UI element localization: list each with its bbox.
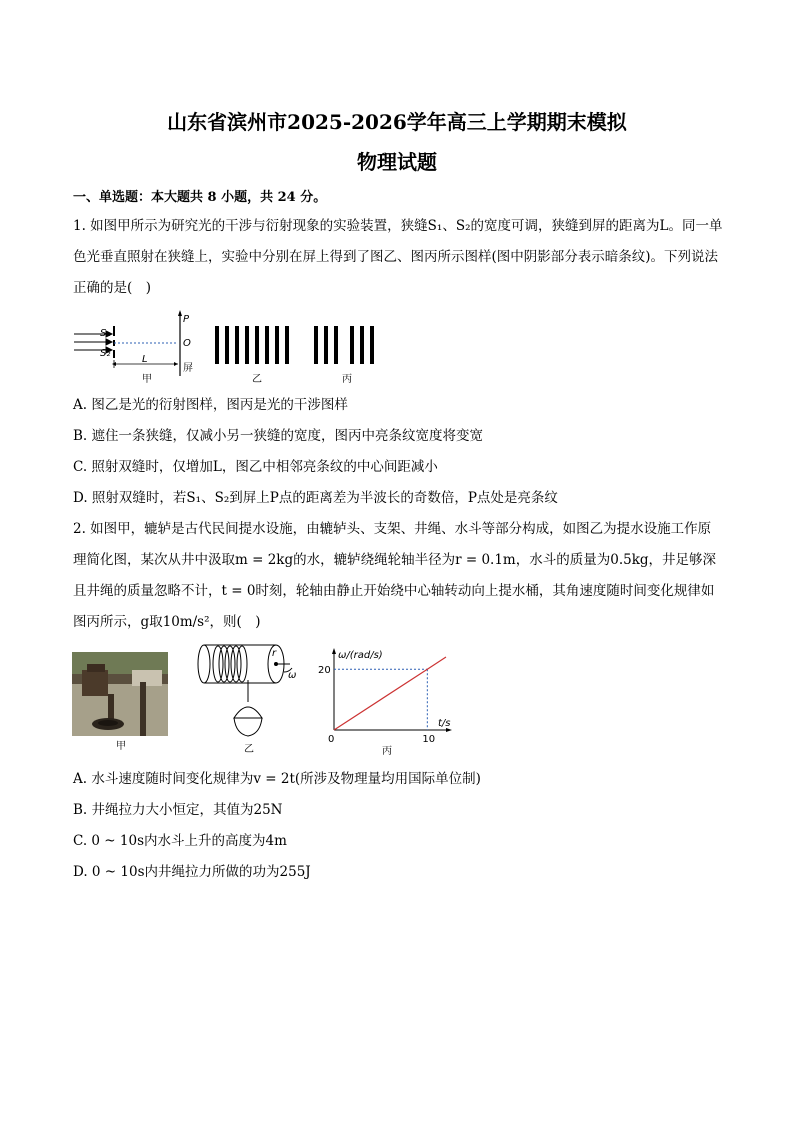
caption-bing: 丙: [382, 746, 392, 756]
q1-option-a: A. 图乙是光的衍射图样，图丙是光的干涉图样: [73, 397, 348, 413]
pattern-yi: [215, 326, 289, 364]
well-photo: [72, 652, 168, 752]
p-label: P: [183, 314, 190, 325]
question-2-stem: 2. 如图甲，辘轳是古代民间提水设施，由辘轳头、支架、井绳、水斗等部分构成，如图乙为提水设施工作原理简化图，某次从井中汲取m = 2kg的水，辘轳绕绳轮轴半径为r = 0.1m，水斗的质量为0.5kg，井足够深且井绳的质量忽略不计，t = 0时刻，轮轴由静止开始绕中心轴转动向上提水桶，其角速度随时间变化规律如图丙所示，g取10m/s²，则( ): [73, 521, 717, 630]
y-axis-label: ω/(rad/s): [338, 650, 383, 661]
s2-label: S₂: [100, 348, 111, 359]
q2-option-d: D. 0 ~ 10s内井绳拉力所做的功为255J: [73, 864, 311, 880]
question-1-stem: 1. 如图甲所示为研究光的干涉与衍射现象的实验装置，狭缝S₁、S₂的宽度可调，狭缝到屏的距离为L。同一单色光垂直照射在狭缝上，实验中分别在屏上得到了图乙、图丙所示图样(图中阴影部分表示暗条纹)。下列说法正确的是( ): [73, 218, 723, 296]
q1-figure: [70, 310, 390, 385]
screen-label: 屏: [183, 363, 193, 374]
caption-jia: 甲: [142, 374, 152, 385]
q2-option-a: A. 水斗速度随时间变化规律为v = 2t(所涉及物理量均用国际单位制): [73, 771, 481, 787]
x-tick-0: 0: [328, 734, 335, 745]
l-label: L: [142, 354, 148, 365]
caption-yi: 乙: [244, 744, 254, 755]
pattern-bing: [314, 326, 374, 364]
q1-option-c: C. 照射双缝时，仅增加L，图乙中相邻亮条纹的中心间距减小: [73, 459, 438, 475]
section-heading: 一、单选题：本大题共 8 小题，共 24 分。: [73, 190, 327, 205]
caption-bing: 丙: [342, 374, 352, 385]
s1-label: S₁: [100, 328, 111, 339]
q1-option-b: B. 遮住一条狭缝，仅减小另一狭缝的宽度，图丙中亮条纹宽度将变宽: [73, 428, 484, 444]
caption-jia: 甲: [116, 741, 126, 752]
y-tick-20: 20: [318, 665, 331, 677]
q1-option-d: D. 照射双缝时，若S₁、S₂到屏上P点的距离差为半波长的奇数倍，P点处是亮条纹: [73, 490, 558, 506]
caption-yi: 乙: [252, 374, 262, 385]
q2-option-c: C. 0 ~ 10s内水斗上升的高度为4m: [73, 833, 287, 849]
o-label: O: [183, 338, 191, 349]
omega-label: ω: [288, 670, 297, 681]
x-axis-label: t/s: [438, 718, 451, 729]
document-subtitle: 物理试题: [357, 150, 437, 174]
omega-series-line: [334, 657, 446, 730]
x-tick-10: 10: [422, 734, 436, 745]
q2-option-b: B. 井绳拉力大小恒定，其值为25N: [73, 802, 283, 818]
document-title: 山东省滨州市2025-2026学年高三上学期期末模拟: [167, 110, 627, 134]
omega-time-chart: [318, 644, 458, 756]
r-label: r: [272, 648, 277, 659]
windlass-diagram: [192, 640, 302, 755]
